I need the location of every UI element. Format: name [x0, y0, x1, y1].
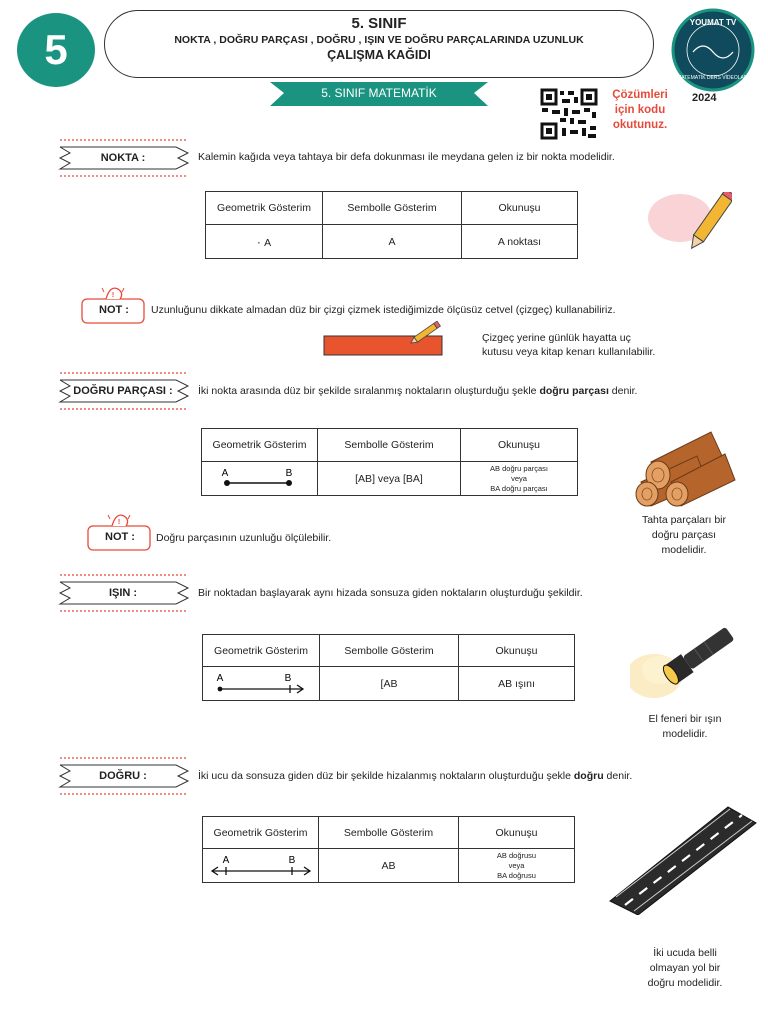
subject-ribbon	[270, 82, 488, 108]
section-label-isin	[56, 571, 190, 615]
desc-text: denir.	[608, 385, 638, 397]
ruler-caption-line: Çizgeç yerine günlük hayatta uç	[482, 332, 631, 344]
desc-text: İki nokta arasında düz bir şekilde sıralanmış noktaların oluşturduğu şekle	[198, 385, 540, 397]
ruler-icon	[322, 319, 446, 357]
caption-line: olmayan yol bir	[649, 962, 721, 974]
ribbon-label: 5. SINIF MATEMATİK	[321, 86, 437, 100]
svg-text:!: !	[111, 292, 115, 299]
header-reading: Okunuşu	[459, 817, 575, 849]
ruler-caption	[482, 331, 655, 359]
ruler-caption-line: kutusu veya kitap kenarı kullanılabilir.	[482, 346, 656, 358]
point-a-label: A	[216, 672, 224, 684]
title-box	[104, 10, 654, 78]
pencil-mark-icon	[646, 192, 732, 254]
isin-reading: AB ışını	[459, 667, 575, 701]
reading-line: AB doğru parçası	[490, 463, 548, 473]
reading-line: BA doğru parçası	[490, 483, 548, 493]
header-symbol: Sembolle Gösterim	[320, 635, 459, 667]
dogru-symbol: AB	[319, 849, 459, 883]
svg-text:YOUMAT TV: YOUMAT TV	[689, 18, 737, 27]
page-title: 5. SINIF	[351, 15, 407, 32]
line-figure	[206, 851, 316, 881]
point-b-label: B	[285, 467, 292, 479]
svg-text:MATEMATİK DERS VİDEOLARI: MATEMATİK DERS VİDEOLARI	[677, 75, 749, 81]
qr-code-icon	[540, 88, 598, 140]
nokta-reading: A noktası	[462, 225, 578, 259]
header-reading: Okunuşu	[459, 635, 575, 667]
segment-figure	[205, 464, 315, 494]
dogru-parcasi-description	[198, 385, 637, 397]
nokta-geometric: · A	[206, 225, 323, 259]
year-label: 2024	[692, 92, 717, 104]
qr-caption-line: okutunuz.	[612, 119, 668, 131]
reading-line: AB doğrusu	[496, 850, 537, 860]
point-a-label: A	[222, 854, 229, 866]
header-reading: Okunuşu	[462, 192, 578, 225]
qr-caption	[601, 88, 679, 133]
caption-line: Tahta parçaları bir	[641, 514, 727, 526]
header-symbol: Sembolle Gösterim	[323, 192, 462, 225]
not-badge-2	[86, 511, 154, 555]
caption-line: doğru parçası	[651, 529, 717, 541]
isin-table	[202, 634, 575, 701]
not2-text: Doğru parçasının uzunluğu ölçülebilir.	[156, 532, 332, 544]
nokta-geometric-label: A	[264, 236, 272, 249]
desc-text: İki ucu da sonsuza giden düz bir şekilde hizalanmış noktaların oluşturduğu şekle	[198, 770, 574, 782]
road-icon	[608, 805, 758, 915]
nokta-symbol: A	[323, 225, 462, 259]
desc-term: doğru	[573, 770, 604, 782]
label-text: IŞIN :	[108, 587, 138, 599]
qr-code[interactable]	[540, 88, 598, 140]
dogru-parcasi-reading	[461, 462, 578, 496]
svg-text:!: !	[117, 519, 121, 526]
grade-number: 5	[44, 26, 68, 73]
label-text: DOĞRU :	[99, 770, 147, 782]
road-caption	[622, 946, 748, 991]
ray-figure	[206, 669, 316, 699]
isin-symbol: [AB	[320, 667, 459, 701]
channel-logo	[667, 8, 759, 92]
grade-badge	[17, 13, 95, 87]
header-geometric: Geometrik Gösterim	[202, 429, 318, 462]
isin-description: Bir noktadan başlayarak aynı hizada sonsuza giden noktaların oluşturduğu şekildir.	[198, 587, 583, 599]
qr-caption-line: için kodu	[614, 104, 666, 116]
dogru-parcasi-symbol: [AB] veya [BA]	[318, 462, 461, 496]
reading-line: BA doğrusu	[497, 870, 536, 880]
isin-geometric	[203, 667, 320, 701]
dogru-description	[198, 770, 632, 782]
header-symbol: Sembolle Gösterim	[318, 429, 461, 462]
qr-caption-line: Çözümleri	[612, 89, 668, 101]
label-text: DOĞRU PARÇASI :	[73, 385, 173, 397]
caption-line: modelidir.	[662, 728, 708, 740]
flashlight-caption	[622, 712, 748, 742]
reading-line: veya	[511, 473, 527, 483]
point-a-label: A	[221, 467, 228, 479]
wood-logs-icon	[631, 422, 737, 508]
caption-line: doğru modelidir.	[647, 977, 723, 989]
dogru-geometric	[203, 849, 319, 883]
nokta-description: Kalemin kağıda veya tahtaya bir defa dokunması ile meydana gelen iz bir nokta modelidir.	[198, 151, 615, 163]
not-label: NOT :	[99, 304, 129, 316]
dogru-table	[202, 816, 575, 883]
nokta-table	[205, 191, 578, 259]
point-b-label: B	[288, 854, 295, 866]
desc-term: doğru parçası	[539, 385, 609, 397]
logo-emblem-icon	[667, 8, 759, 92]
dogru-parcasi-geometric	[202, 462, 318, 496]
sheet-name: ÇALIŞMA KAĞIDI	[327, 48, 431, 62]
dogru-parcasi-table	[201, 428, 578, 496]
header-reading: Okunuşu	[461, 429, 578, 462]
wood-caption	[621, 513, 747, 558]
header-geometric: Geometrik Gösterim	[203, 635, 320, 667]
reading-line: veya	[508, 860, 525, 870]
section-label-nokta	[56, 136, 190, 180]
flashlight-icon	[630, 620, 740, 706]
not-label: NOT :	[105, 531, 135, 543]
not-badge-1	[80, 284, 148, 328]
section-label-dogru-parcasi	[56, 369, 190, 413]
header-symbol: Sembolle Gösterim	[319, 817, 459, 849]
not1-text: Uzunluğunu dikkate almadan düz bir çizgi çizmek istediğimizde ölçüsüz cetvel (çizgeç) kullanabiliriz.	[151, 304, 616, 316]
section-label-dogru	[56, 754, 190, 798]
desc-text: denir.	[603, 770, 633, 782]
header-geometric: Geometrik Gösterim	[203, 817, 319, 849]
caption-line: El feneri bir ışın	[648, 713, 722, 725]
point-b-label: B	[284, 672, 292, 684]
caption-line: modelidir.	[661, 544, 707, 556]
page-subtitle: NOKTA , DOĞRU PARÇASI , DOĞRU , IŞIN VE DOĞRU PARÇALARINDA UZUNLUK	[174, 34, 584, 46]
caption-line: İki ucuda belli	[653, 947, 717, 959]
label-text: NOKTA :	[100, 152, 146, 164]
dogru-reading	[459, 849, 575, 883]
header-geometric: Geometrik Gösterim	[206, 192, 323, 225]
